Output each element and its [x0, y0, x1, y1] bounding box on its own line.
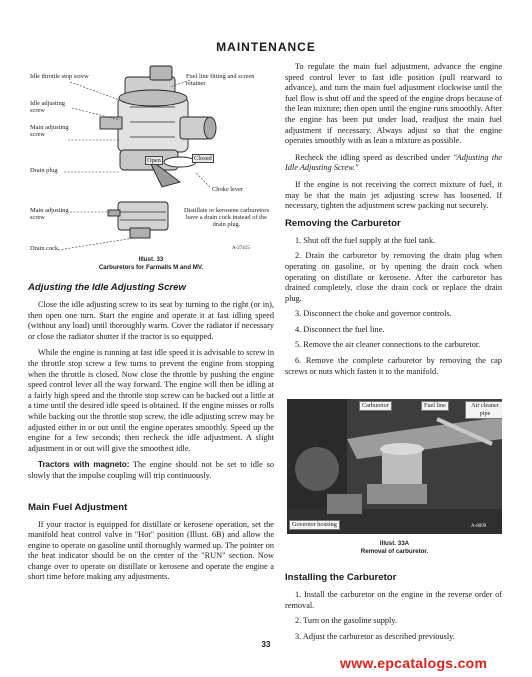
idle-paragraph-2: While the engine is running at fast idle speed it is advisable to screw in the throttle stop screw a few turns to prevent the engine from stopping when the throttle is closed. Now close the throttle by pushing the engine speed control lever all the way forward. The engine will then be idling at a fairly high speed and the throttle stop screw can be backed out a little at a time until the desired idle speed is obtained. If the engine misses or rolls while backing out the throttle stop screw, the idle adjusting screw may be adjusted either in or out until the engine operates smoothly. Speed up the engine for a few seconds; then recheck the idle adjustment. A slight adjustment in or out will give the smoothest idle.: [28, 348, 274, 453]
label-fuel-line-fitting: Fuel line fitting and screen retainer: [186, 73, 255, 88]
label-idle-throttle-stop-screw: Idle throttle stop screw: [30, 73, 89, 80]
label-open: Open: [147, 157, 161, 164]
label-closed: Closed: [194, 155, 212, 162]
right-paragraph-2: [285, 153, 502, 174]
photo-label-carburetor: Carburetor: [359, 401, 392, 411]
label-main-adjusting-screw-top: Main adjusting screw: [30, 124, 69, 139]
removing-step: 2. Drain the carburetor by removing the drain plug when operating on gasoline, or by opening the drain cock when operating on distillate or kerosene. After the carburetor has drained completely, close the drain cock or replace the drain plug.: [285, 251, 502, 303]
magneto-text: The engine should not be set to idle so slowly that the impulse coupling will trip continuously.: [28, 460, 274, 480]
photo-drawing: [287, 399, 502, 534]
left-column: [28, 278, 274, 589]
carburetor-removal-photo: [287, 399, 502, 534]
label-idle-adjusting-screw: Idle adjusting screw: [30, 100, 65, 115]
photo-label-governor-housing: Governor housing: [289, 520, 340, 530]
right-paragraph-3: If the engine is not receiving the correct mixture of fuel, it may be that the main jet adjusting screw has loosened. If necessary, tighten the adjustment screw packing nut securely.: [285, 179, 502, 211]
right-paragraph-2-prefix: Recheck the idling speed as described under: [295, 152, 450, 162]
installing-step: 1. Install the carburetor on the engine in the reverse order of removal.: [285, 590, 502, 610]
removing-heading: Removing the Carburetor: [285, 217, 401, 229]
main-fuel-paragraph: If your tractor is equipped for distillate or kerosene operation, set the manifold heat control valve in "Hot" position (Illust. 6B) and allow the engine to operate on gasoline until thoroughly warmed up. The pointer on the heat indicator should be on the center of the "RUN" section. Now change over to operate on distillate or kerosene and operate the engine a short time before making any adjustments.: [28, 519, 274, 582]
removing-step: 4. Disconnect the fuel line.: [295, 324, 385, 334]
figure-caption-title: Illust. 33: [138, 256, 164, 263]
label-choke-lever: Choke lever: [212, 186, 244, 193]
magneto-label: Tractors with magneto:: [38, 460, 130, 470]
removing-step: 5. Remove the air cleaner connections to the carburetor.: [295, 340, 481, 350]
installing-heading: Installing the Carburetor: [285, 572, 397, 583]
photo-caption: [287, 540, 502, 556]
removing-step: 3. Disconnect the choke and governor controls.: [295, 309, 452, 319]
installing-section: [285, 568, 502, 647]
watermark: www.epcatalogs.com: [340, 655, 488, 671]
installing-step: 2. Turn on the gasoline supply.: [295, 616, 398, 626]
photo-label-air-cleaner-pipe: Air cleaner pipe: [465, 401, 502, 419]
photo-caption-sub: Removal of carburetor.: [360, 548, 429, 555]
figure-caption: [28, 256, 274, 272]
figure-code: A-27415: [232, 246, 250, 251]
photo-caption-title: Illust. 33A: [379, 540, 410, 547]
page-number: 33: [261, 640, 271, 649]
label-distillate-note: Distillate or kerosene carburetors have a drain cock instead of the drain plug.: [184, 207, 269, 229]
magneto-paragraph: [28, 460, 274, 481]
right-paragraph-1: To regulate the main fuel adjustment, advance the engine speed control lever to fast idle position (pull rearward to advance), and turn the main fuel adjustment clockwise until the fuel flow is shut off and the speed of the engine drops because of the lean mixture; then open until the engine runs smoothly. After the engine has been put under load, readjust the main fuel adjustment if necessary. Always adjust so that the engine operates smoothly with as lean a mixture as possible.: [285, 62, 502, 146]
idle-heading: Adjusting the Idle Adjusting Screw: [28, 282, 186, 293]
page-header: MAINTENANCE: [216, 40, 316, 54]
label-main-adjusting-screw-bottom: Main adjusting screw: [30, 207, 69, 222]
label-drain-cock: Drain cock: [30, 245, 59, 252]
idle-paragraph-1: Close the idle adjusting screw to its seat by turning to the right (or in), then open one turn. Start the engine and operate it at fast idling speed (without any load) until thoroughly warm. Cover the radiator if necessary or close the radiator shutter if the tractor is so equipped.: [28, 300, 274, 341]
main-fuel-heading: Main Fuel Adjustment: [28, 501, 128, 513]
removing-step: 6. Remove the complete carburetor by removing the cap screws or nuts which fasten it to the manifold.: [285, 356, 502, 376]
right-paragraph-2-ref: "Adjusting the Idle Adjusting Screw.": [285, 152, 502, 173]
installing-step: 3. Adjust the carburetor as described previously.: [295, 631, 455, 641]
removing-step: 1. Shut off the fuel supply at the fuel tank.: [295, 235, 436, 245]
photo-label-fuel-line: Fuel line: [421, 401, 449, 411]
figure-caption-sub: Carburetors for Farmalls M and MV.: [98, 264, 204, 271]
label-drain-plug: Drain plug: [30, 167, 58, 174]
photo-code: A-8099: [471, 524, 487, 529]
right-column: [285, 62, 502, 382]
